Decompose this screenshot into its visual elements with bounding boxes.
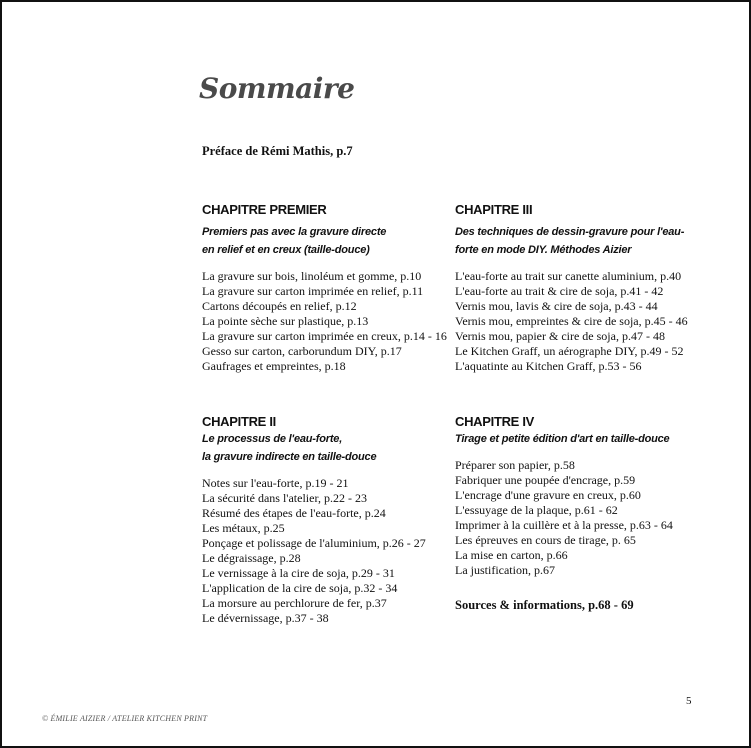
toc-entry: Les métaux, p.25 [202,521,285,535]
toc-entry: La gravure sur carton imprimée en creux, p.14 - 16 [202,329,447,343]
toc-entry: Le vernissage à la cire de soja, p.29 - 31 [202,566,395,580]
copyright-footer: © ÉMILIE AIZIER / ATELIER KITCHEN PRINT [42,714,208,723]
subtitle-line: Le processus de l'eau-forte, [202,433,343,445]
toc-entry: La pointe sèche sur plastique, p.13 [202,314,369,328]
toc-entry: Imprimer à la cuillère et à la presse, p.63 - 64 [455,518,673,532]
toc-entry: Gaufrages et empreintes, p.18 [202,359,346,373]
chapter-items [202,476,452,626]
chapter-items [455,269,715,374]
toc-entry: L'eau-forte au trait & cire de soja, p.41 - 42 [455,284,664,298]
toc-entry: L'encrage d'une gravure en creux, p.60 [455,488,641,502]
toc-entry: La gravure sur carton imprimée en relief, p.11 [202,284,424,298]
sources-line: Sources & informations, p.68 - 69 [455,598,634,612]
chapter-subtitle [202,430,452,466]
toc-entry: La gravure sur bois, linoléum et gomme, p.10 [202,269,422,283]
toc-entry: Résumé des étapes de l'eau-forte, p.24 [202,506,386,520]
toc-entry: Vernis mou, lavis & cire de soja, p.43 - 44 [455,299,658,313]
toc-entry: L'essuyage de la plaque, p.61 - 62 [455,503,618,517]
chapter-items [202,269,452,374]
toc-entry: L'eau-forte au trait sur canette aluminium, p.40 [455,269,682,283]
chapter-2 [202,414,452,626]
chapter-subtitle [455,430,715,448]
toc-entry: Cartons découpés en relief, p.12 [202,299,357,313]
toc-entry: Le dévernissage, p.37 - 38 [202,611,329,625]
toc-entry: Vernis mou, empreintes & cire de soja, p.45 - 46 [455,314,688,328]
toc-entry: L'application de la cire de soja, p.32 - 34 [202,581,398,595]
toc-entry: Notes sur l'eau-forte, p.19 - 21 [202,476,349,490]
toc-entry: La morsure au perchlorure de fer, p.37 [202,596,387,610]
chapter-1 [202,202,452,374]
chapter-title: CHAPITRE IV [455,414,535,429]
toc-entry: Le dégraissage, p.28 [202,551,301,565]
toc-entry: Vernis mou, papier & cire de soja, p.47 - 48 [455,329,665,343]
subtitle-line: en relief et en creux (taille-douce) [202,244,370,256]
preface-line: Préface de Rémi Mathis, p.7 [202,144,353,158]
toc-entry: La justification, p.67 [455,563,555,577]
toc-entry: Gesso sur carton, carborundum DIY, p.17 [202,344,402,358]
subtitle-line: Premiers pas avec la gravure directe [202,226,387,238]
toc-entry: L'aquatinte au Kitchen Graff, p.53 - 56 [455,359,642,373]
toc-entry: Les épreuves en cours de tirage, p. 65 [455,533,636,547]
chapter-items [455,458,715,578]
toc-entry: La sécurité dans l'atelier, p.22 - 23 [202,491,367,505]
toc-entry: La mise en carton, p.66 [455,548,568,562]
subtitle-line: Tirage et petite édition d'art en taille-douce [455,433,670,445]
toc-entry: Ponçage et polissage de l'aluminium, p.26 - 27 [202,536,426,550]
toc-entry: Fabriquer une poupée d'encrage, p.59 [455,473,636,487]
chapter-title: CHAPITRE II [202,414,276,429]
chapter-4 [455,414,715,613]
page-title: Sommaire [199,72,355,105]
subtitle-line: Des techniques de dessin-gravure pour l'eau- [455,226,685,238]
chapter-subtitle [455,223,715,259]
chapter-title: CHAPITRE PREMIER [202,202,327,217]
page-number: 5 [686,695,692,707]
toc-entry: Le Kitchen Graff, un aérographe DIY, p.49 - 52 [455,344,684,358]
subtitle-line: la gravure indirecte en taille-douce [202,451,377,463]
chapter-subtitle [202,223,452,259]
subtitle-line: forte en mode DIY. Méthodes Aizier [455,244,632,256]
chapter-3 [455,202,715,374]
chapter-title: CHAPITRE III [455,202,533,217]
toc-entry: Préparer son papier, p.58 [455,458,575,472]
